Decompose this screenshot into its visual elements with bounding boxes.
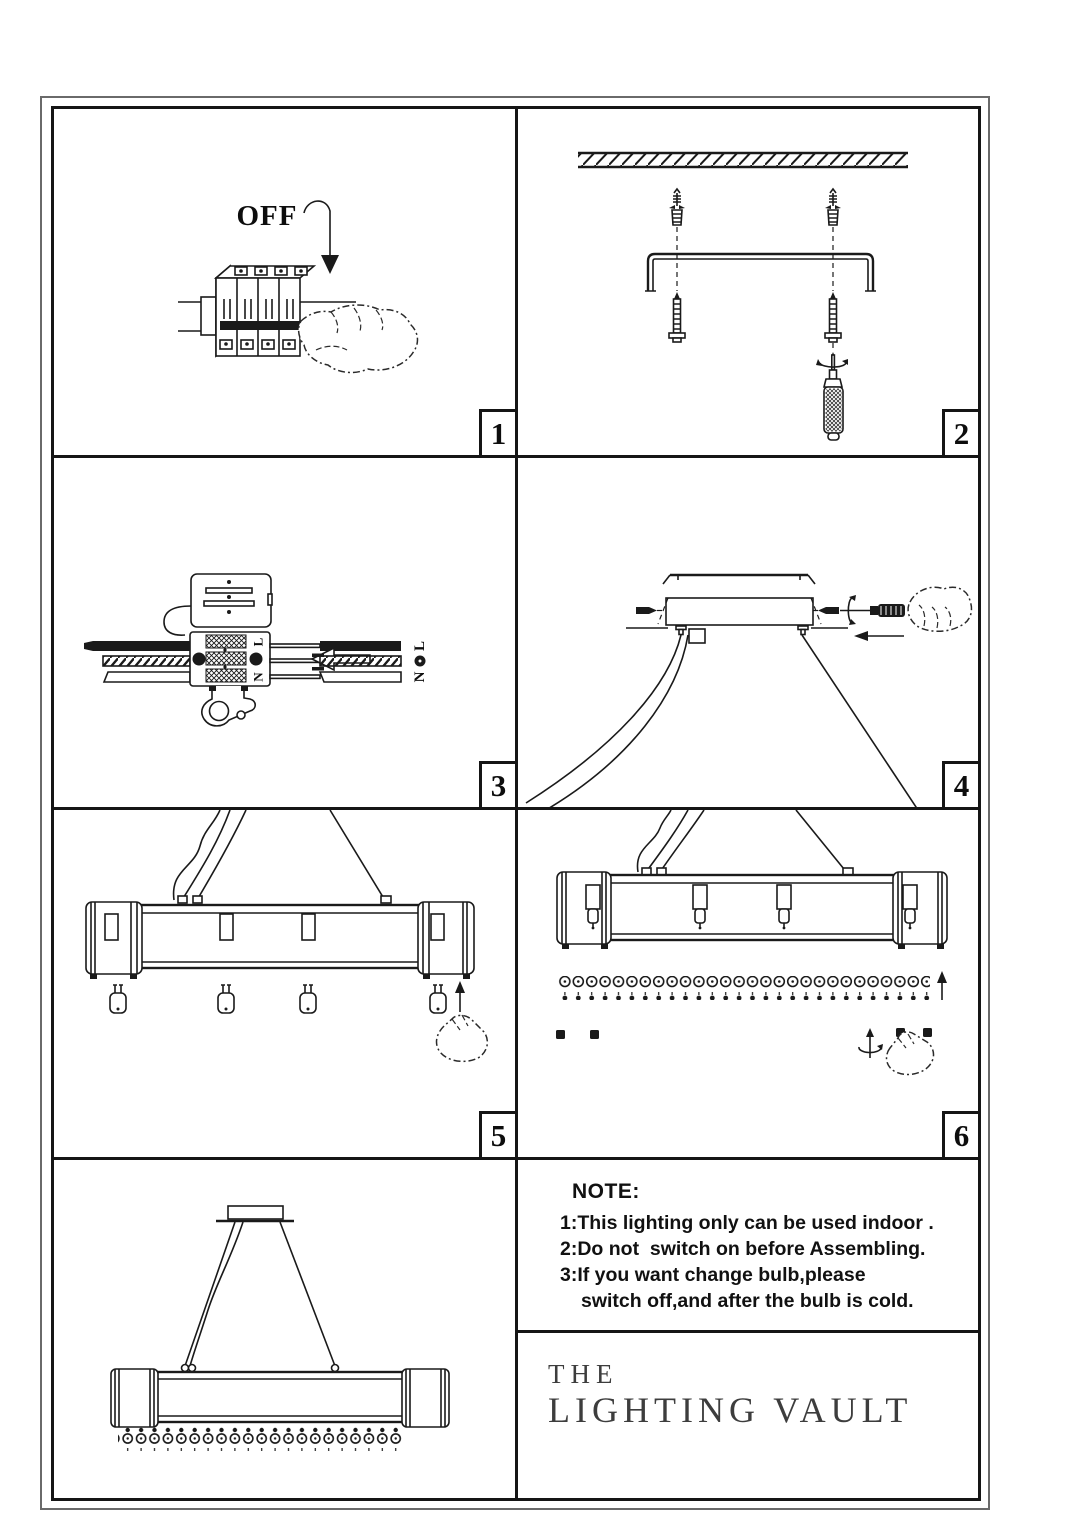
live-wire-left	[84, 641, 190, 651]
step-4-panel	[518, 458, 978, 810]
step-number: 2	[953, 415, 970, 451]
step-1-illustration	[54, 109, 515, 455]
step-4-illustration	[518, 458, 978, 807]
screwdriver-icon	[816, 352, 848, 440]
alignment-dashed-lines	[677, 227, 833, 350]
suspension-wires	[182, 1222, 339, 1372]
left-arrow-icon	[854, 631, 904, 641]
canopy	[216, 1206, 294, 1221]
step-number: 5	[490, 1117, 507, 1153]
terminal-neutral-mark: N	[250, 672, 266, 682]
note-line-1: 1:This lighting only can be used indoor .	[560, 1212, 934, 1234]
breaker-toggle-bar	[220, 321, 304, 330]
bulb-icon	[430, 985, 446, 1013]
bulb-icon	[300, 985, 316, 1013]
installed-bulb-icon	[586, 885, 600, 929]
note-line-4: switch off,and after the bulb is cold.	[581, 1290, 914, 1312]
gripping-hand-icon	[908, 587, 971, 631]
step-number-badge	[942, 1111, 978, 1157]
wall-anchor-icon	[669, 189, 685, 225]
step-number-badge	[942, 409, 978, 455]
step-number: 4	[953, 767, 970, 803]
side-screw-icon	[636, 607, 666, 614]
steps-grid	[51, 106, 981, 1501]
crystal-strand	[558, 976, 930, 1000]
step-2-panel	[518, 109, 978, 458]
brand-logo	[518, 1333, 978, 1431]
earth-wire-left	[103, 656, 190, 666]
screwdriver-icon	[840, 595, 905, 625]
neutral-wire-right	[320, 672, 401, 682]
rotate-icon	[859, 1028, 883, 1058]
note-line-2: 2:Do not switch on before Assembling.	[560, 1238, 926, 1260]
pinch-hand-icon	[437, 1015, 488, 1061]
ceiling-hatch	[578, 153, 908, 167]
step-1-panel	[54, 109, 518, 458]
suspension-wires	[526, 635, 918, 807]
note-line-3: 3:If you want change bulb,please	[560, 1264, 866, 1286]
step-number: 3	[490, 767, 507, 803]
crystal-fringe	[118, 1427, 402, 1451]
brand-name-line-1: THE	[548, 1359, 619, 1389]
installed-bulb-icon	[693, 885, 707, 929]
pointing-hand-icon	[299, 305, 418, 373]
step-5-illustration	[54, 810, 515, 1157]
mounting-bracket	[645, 254, 876, 291]
step-number: 6	[953, 1117, 970, 1153]
fixture-frame	[86, 896, 474, 979]
wall-anchor-icon	[825, 189, 841, 225]
off-text: OFF	[236, 200, 298, 232]
brand-panel	[518, 1333, 978, 1498]
mounting-bracket-bar	[663, 575, 815, 584]
circuit-breaker	[216, 266, 314, 356]
brand-name-line-2: LIGHTING VAULT	[548, 1390, 913, 1430]
fixture-frame	[111, 1369, 449, 1427]
suspension-wires	[637, 810, 848, 874]
cord-clamp	[202, 686, 255, 726]
finished-fixture-panel	[54, 1160, 518, 1498]
neutral-label: N	[412, 671, 428, 683]
note-panel	[518, 1160, 978, 1333]
earth-symbol	[415, 656, 426, 667]
step-number-badge	[479, 409, 515, 455]
stripped-leads	[270, 644, 320, 678]
bulb-icon	[110, 985, 126, 1013]
side-screw-icon	[813, 607, 839, 614]
step-2-illustration	[518, 109, 978, 455]
installed-bulb-icon	[777, 885, 791, 929]
up-arrow-icon	[937, 971, 947, 1000]
crystal-finial	[556, 1030, 599, 1039]
wire-loop	[164, 606, 191, 635]
installed-bulb-icon	[903, 885, 917, 929]
junction-box	[191, 574, 272, 627]
step-number-badge	[479, 1111, 515, 1157]
step-3-illustration	[54, 458, 515, 807]
suspension-wires	[174, 810, 386, 902]
off-direction-arrow-icon	[304, 201, 339, 274]
canopy	[658, 598, 821, 625]
note-title: NOTE:	[572, 1180, 640, 1203]
fixture-frame	[557, 868, 947, 949]
step-number: 1	[490, 415, 507, 451]
neutral-wire-left	[104, 672, 190, 682]
step-6-illustration	[518, 810, 978, 1157]
step-number-badge	[479, 761, 515, 807]
terminal-live-mark: L	[250, 637, 266, 647]
canopy-attachments	[676, 626, 808, 643]
live-label: L	[412, 640, 428, 652]
screw-icon	[825, 292, 841, 342]
step-6-panel	[518, 810, 978, 1160]
step-5-panel	[54, 810, 518, 1160]
terminal-block	[190, 632, 270, 686]
step-number-badge	[942, 761, 978, 807]
bulb-icon	[218, 985, 234, 1013]
off-label	[237, 200, 298, 232]
wire-label-column	[412, 641, 428, 682]
up-arrow-icon	[455, 981, 465, 1012]
screw-icon	[669, 292, 685, 342]
finished-fixture-illustration	[54, 1160, 515, 1498]
step-3-panel	[54, 458, 518, 810]
earth-wire-right	[312, 654, 401, 671]
pinch-hand-icon	[887, 1028, 934, 1074]
